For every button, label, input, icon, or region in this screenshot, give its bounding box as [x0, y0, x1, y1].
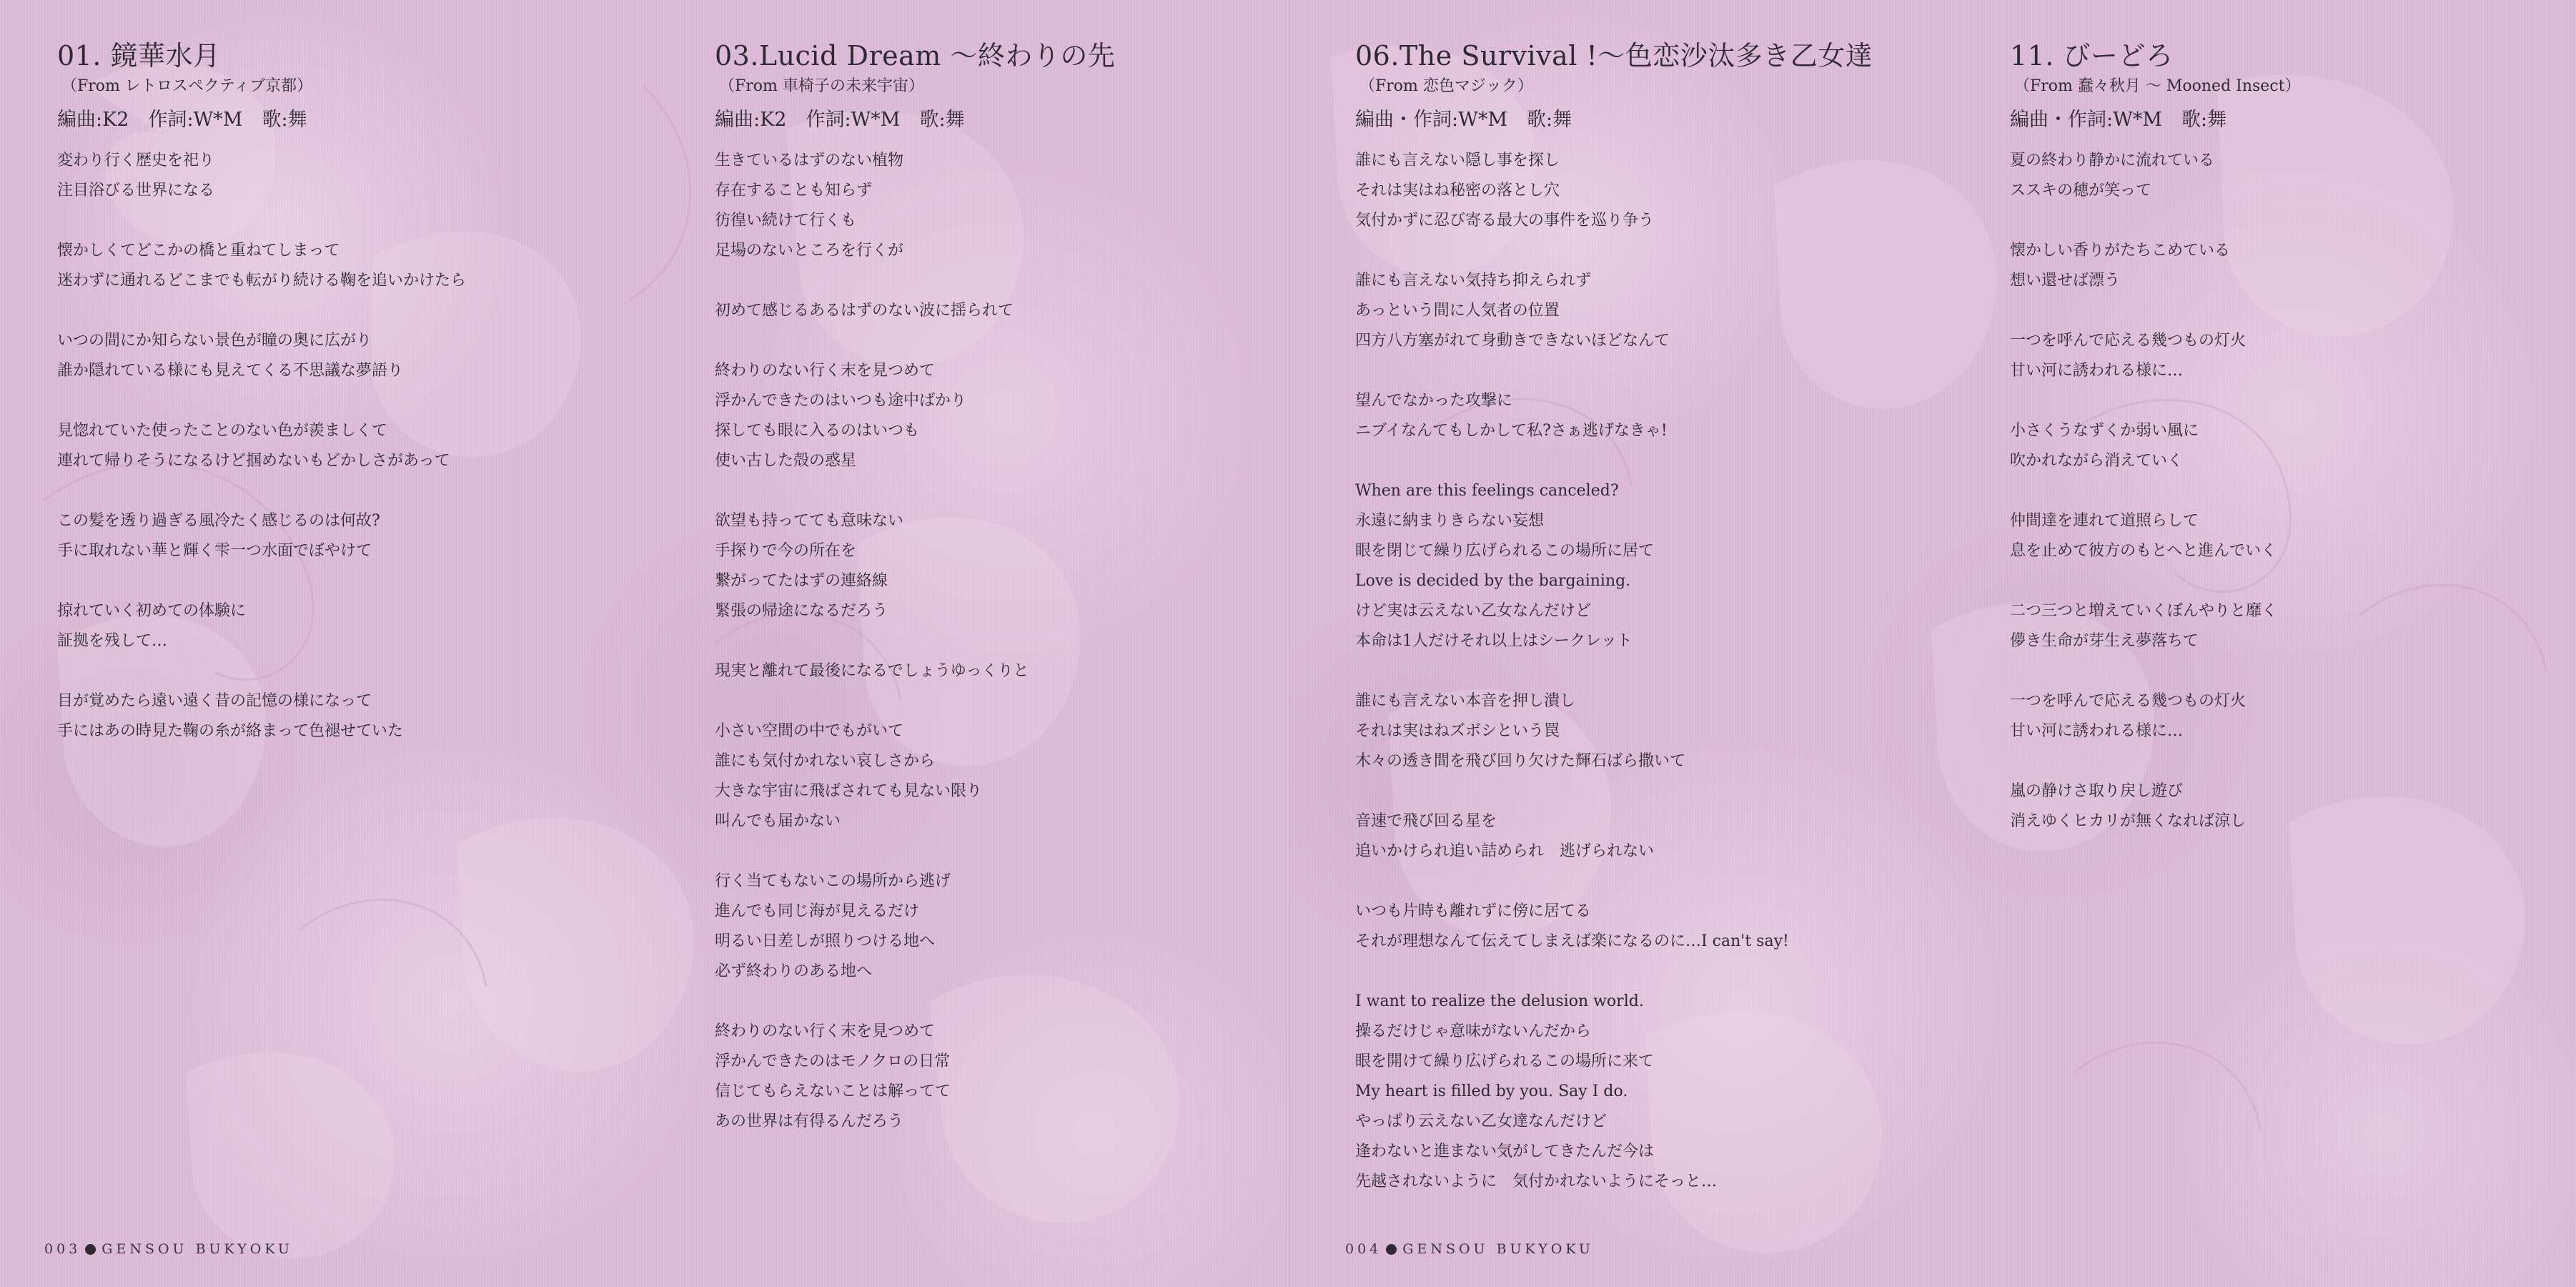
lyric-line: 繋がってたはずの連絡線	[715, 572, 888, 590]
stanza-break	[715, 266, 1287, 296]
lyric-line: 甘い河に誘われる様に…	[2010, 722, 2184, 740]
lyric-line: 信じてもらえないことは解ってて	[715, 1083, 951, 1100]
stanza-break	[715, 476, 1287, 506]
lyric-line: 証拠を残して…	[57, 632, 168, 650]
stanza-break	[57, 656, 629, 686]
lyrics	[57, 146, 629, 746]
stanza-break	[57, 296, 629, 326]
song-credits: 編曲:K2 作詞:W*M 歌:舞	[57, 109, 307, 131]
lyric-line: 目が覚めたら遠い遠く昔の記憶の様になって	[57, 692, 372, 710]
lyric-line: 小さくうなずくか弱い風に	[2010, 422, 2199, 440]
lyric-line: 必ず終わりのある地へ	[715, 962, 873, 980]
lyric-line: 夏の終わり静かに流れている	[2010, 152, 2215, 169]
lyric-line: 嵐の静けさ取り戻し遊び	[2010, 782, 2184, 800]
lyric-line: 叫んでも届かない	[715, 812, 841, 830]
lyric-line: 誰にも気付かれない哀しさから	[715, 752, 936, 770]
lyric-line: それが理想なんて伝えてしまえば楽になるのに…I can't say!	[1355, 932, 1789, 950]
lyric-line: ススキの穂が笑って	[2010, 182, 2152, 199]
lyric-line: 手にはあの時見た鞠の糸が絡まって色褪せていた	[57, 722, 404, 740]
lyric-line: 二つ三つと増えていくぼんやりと靡く	[2010, 602, 2278, 620]
lyric-line: 誰にも言えない本音を押し潰し	[1355, 692, 1576, 710]
lyrics	[2010, 146, 2576, 837]
lyric-line: 永遠に納まりきらない妄想	[1355, 512, 1545, 530]
lyric-line: 現実と離れて最後になるでしょうゆっくりと	[715, 662, 1029, 680]
lyric-line: 小さい空間の中でもがいて	[715, 722, 904, 740]
lyric-line: いつの間にか知らない景色が瞳の奥に広がり	[57, 332, 372, 350]
page-number: 003	[44, 1241, 81, 1257]
lyric-line: 一つを呼んで応える幾つもの灯火	[2010, 692, 2246, 710]
lyric-line: 連れて帰りそうになるけど掴めないもどかしさがあって	[57, 452, 450, 470]
lyric-line: それは実はね秘密の落とし穴	[1355, 182, 1560, 199]
stanza-break	[2010, 656, 2576, 686]
lyric-line: 進んでも同じ海が見えるだけ	[715, 902, 920, 920]
stanza-break	[2010, 746, 2576, 776]
lyrics	[715, 146, 1287, 1137]
stanza-break	[715, 837, 1287, 867]
lyric-line: 存在することも知らず	[715, 182, 873, 199]
lyric-line: 行く当てもないこの場所から逃げ	[715, 872, 951, 890]
lyric-line: 吹かれながら消えていく	[2010, 452, 2184, 470]
lyric-line: 緊張の帰途になるだろう	[715, 602, 888, 620]
lyric-line: 操るだけじゃ意味がないんだから	[1355, 1022, 1592, 1040]
lyric-line: 終わりのない行く末を見つめて	[715, 362, 936, 380]
lyric-line: 使い古した殻の惑星	[715, 452, 857, 470]
song-credits: 編曲:K2 作詞:W*M 歌:舞	[715, 109, 965, 131]
lyric-line: 息を止めて彼方のもとへと進んでいく	[2010, 542, 2277, 560]
lyric-line: 初めて感じるあるはずのない波に揺られて	[715, 302, 1014, 320]
lyric-line: 生きているはずのない植物	[715, 152, 904, 169]
lyric-line: 儚き生命が芽生え夢落ちて	[2010, 632, 2199, 650]
song-title: 03.Lucid Dream 〜終わりの先	[715, 40, 1116, 72]
lyric-line: 明るい日差しが照りつける地へ	[715, 932, 936, 950]
right-page	[1288, 0, 2576, 1287]
song-block-11	[2010, 37, 2576, 837]
stanza-break	[1355, 776, 1927, 807]
lyric-line: それは実はねズボシという罠	[1355, 722, 1560, 740]
lyrics	[1355, 146, 1927, 1197]
song-source: （From 車椅子の未来宇宙）	[719, 77, 924, 95]
page-number: 004	[1345, 1241, 1382, 1257]
lyric-line: 先越されないように 気付かれないようにそっと…	[1355, 1173, 1718, 1190]
lyric-line: 眼を開けて繰り広げられるこの場所に来て	[1355, 1052, 1655, 1070]
lyric-line: 本命は1人だけそれ以上はシークレット	[1355, 632, 1633, 650]
stanza-break	[57, 566, 629, 596]
lyric-line: 探しても眼に入るのはいつも	[715, 422, 920, 440]
lyric-line: 浮かんできたのはモノクロの日常	[715, 1052, 951, 1070]
stanza-break	[1355, 236, 1927, 266]
lyric-line: 誰にも言えない隠し事を探し	[1355, 152, 1560, 169]
lyric-line: 足場のないところを行くが	[715, 242, 904, 260]
footer-dot-icon	[85, 1244, 96, 1255]
page-fold	[1287, 0, 1289, 1287]
lyric-line: 変わり行く歴史を祀り	[57, 152, 215, 169]
stanza-break	[57, 476, 629, 506]
lyric-line: Love is decided by the bargaining.	[1355, 572, 1631, 590]
stanza-break	[57, 206, 629, 236]
stanza-break	[2010, 206, 2576, 236]
stanza-break	[1355, 356, 1927, 386]
stanza-break	[715, 686, 1287, 716]
footer-title: GENSOU BUKYOKU	[101, 1241, 293, 1257]
stanza-break	[715, 987, 1287, 1017]
stanza-break	[1355, 867, 1927, 897]
stanza-break	[2010, 476, 2576, 506]
stanza-break	[2010, 296, 2576, 326]
lyric-line: 浮かんできたのはいつも途中ばかり	[715, 392, 967, 410]
song-source: （From 蠢々秋月 〜 Mooned Insect）	[2014, 77, 2301, 95]
lyric-line: When are this feelings canceled?	[1355, 482, 1619, 500]
stanza-break	[2010, 386, 2576, 416]
lyric-line: あっという間に人気者の位置	[1355, 302, 1560, 320]
lyric-line: 掠れていく初めての体験に	[57, 602, 247, 620]
lyric-line: 音速で飛び回る星を	[1355, 812, 1497, 830]
lyric-line: 四方八方塞がれて身動きできないほどなんて	[1355, 332, 1670, 350]
lyric-line: 欲望も持ってても意味ない	[715, 512, 904, 530]
lyric-line: 想い還せば漂う	[2010, 272, 2121, 290]
lyric-line: 懐かしい香りがたちこめている	[2010, 242, 2231, 260]
lyric-line: 彷徨い続けて行くも	[715, 212, 857, 230]
stanza-break	[715, 326, 1287, 356]
lyric-line: 懐かしくてどこかの橋と重ねてしまって	[57, 242, 340, 260]
lyric-line: ニブイなんてもしかして私?さぁ逃げなきゃ!	[1355, 422, 1668, 440]
stanza-break	[715, 626, 1287, 656]
lyric-line: 注目浴びる世界になる	[57, 182, 215, 199]
lyric-line: 望んでなかった攻撃に	[1355, 392, 1513, 410]
song-block-06	[1355, 37, 1927, 1197]
lyric-line: 迷わずに通れるどこまでも転がり続ける鞠を追いかけたら	[57, 272, 467, 290]
lyric-line: この髪を透り過ぎる風冷たく感じるのは何故?	[57, 512, 380, 530]
lyric-line: いつも片時も離れずに傍に居てる	[1355, 902, 1592, 920]
lyric-line: 気付かずに忍び寄る最大の事件を巡り争う	[1355, 212, 1655, 230]
lyric-line: 仲間達を連れて道照らして	[2010, 512, 2199, 530]
song-title: 01. 鏡華水月	[57, 40, 221, 72]
lyric-line: 誰にも言えない気持ち抑えられず	[1355, 272, 1592, 290]
footer-dot-icon	[1386, 1244, 1397, 1255]
stanza-break	[1355, 656, 1927, 686]
lyric-line: 見惚れていた使ったことのない色が羨ましくて	[57, 422, 388, 440]
song-block-01	[57, 37, 629, 746]
lyric-line: 一つを呼んで応える幾つもの灯火	[2010, 332, 2246, 350]
lyric-line: けど実は云えない乙女なんだけど	[1355, 602, 1592, 620]
stanza-break	[1355, 957, 1927, 987]
lyric-line: あの世界は有得るんだろう	[715, 1113, 904, 1130]
lyric-line: 終わりのない行く末を見つめて	[715, 1022, 936, 1040]
song-title: 06.The Survival !〜色恋沙汰多き乙女達	[1355, 40, 1873, 72]
lyric-line: 眼を閉じて繰り広げられるこの場所に居て	[1355, 542, 1655, 560]
lyric-line: やっぱり云えない乙女達なんだけど	[1355, 1113, 1607, 1130]
lyric-line: 大きな宇宙に飛ばされても見ない限り	[715, 782, 983, 800]
song-credits: 編曲・作詞:W*M 歌:舞	[2010, 109, 2227, 131]
lyric-line: 甘い河に誘われる様に…	[2010, 362, 2184, 380]
lyric-line: My heart is filled by you. Say I do.	[1355, 1083, 1628, 1100]
lyric-line: 手に取れない華と輝く雫一つ水面でぼやけて	[57, 542, 372, 560]
stanza-break	[1355, 446, 1927, 476]
page-footer	[44, 1241, 293, 1257]
lyric-line: 木々の透き間を飛び回り欠けた輝石ばら撒いて	[1355, 752, 1686, 770]
song-block-03	[715, 37, 1287, 1137]
stanza-break	[2010, 566, 2576, 596]
lyric-line: 消えゆくヒカリが無くなれば涼し	[2010, 812, 2246, 830]
song-source: （From 恋色マジック）	[1359, 77, 1533, 95]
lyric-line: 手探りで今の所在を	[715, 542, 857, 560]
lyric-line: 誰か隠れている様にも見えてくる不思議な夢語り	[57, 362, 404, 380]
lyric-line: 追いかけられ追い詰められ 逃げられない	[1355, 842, 1655, 860]
footer-title: GENSOU BUKYOKU	[1402, 1241, 1594, 1257]
song-source: （From レトロスペクティブ京都）	[61, 77, 313, 95]
lyric-line: I want to realize the delusion world.	[1355, 992, 1644, 1010]
page-footer	[1345, 1241, 1594, 1257]
lyric-line: 逢わないと進まない気がしてきたんだ今は	[1355, 1143, 1655, 1160]
song-title: 11. びーどろ	[2010, 40, 2174, 72]
song-credits: 編曲・作詞:W*M 歌:舞	[1355, 109, 1572, 131]
stanza-break	[57, 386, 629, 416]
